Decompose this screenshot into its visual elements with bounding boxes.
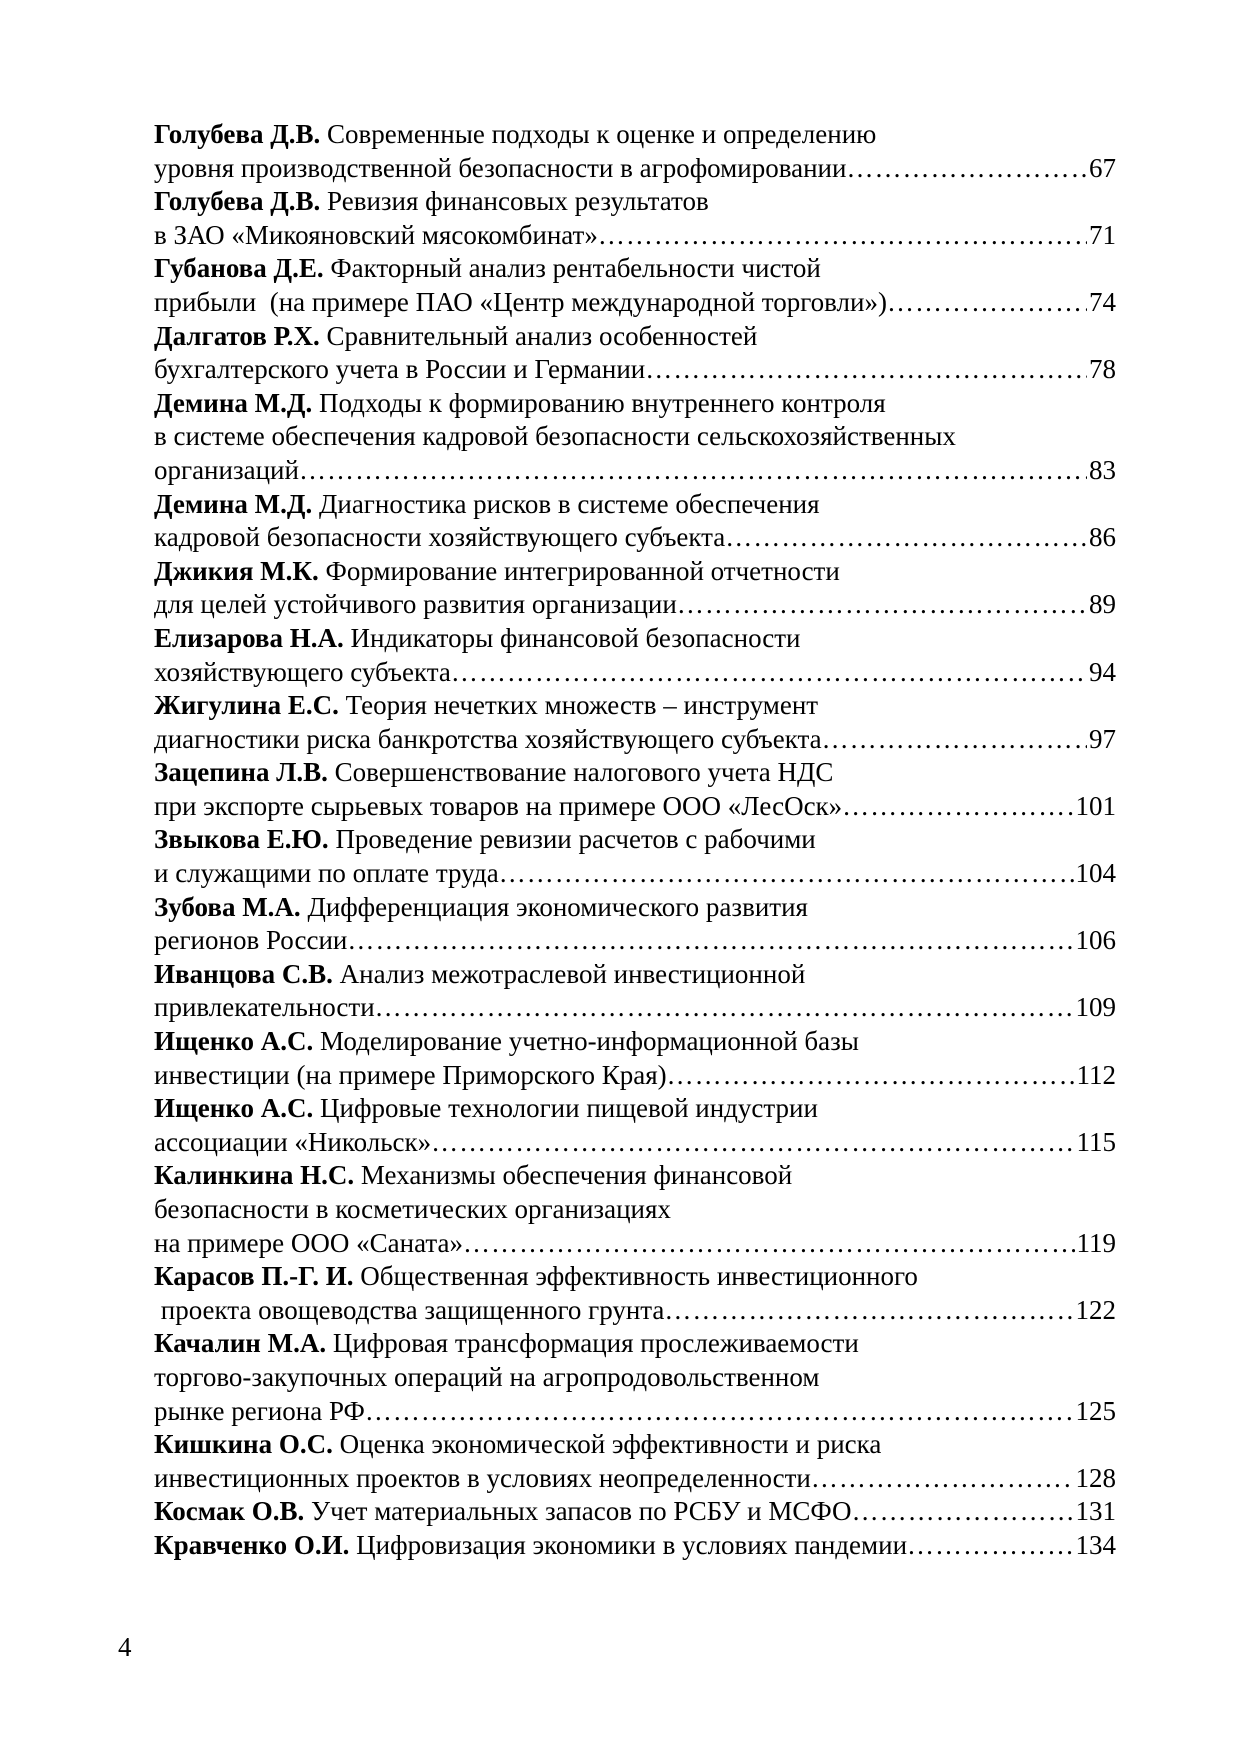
toc-entry [154, 1025, 1116, 1092]
toc-author: Демина М.Д. [154, 387, 313, 418]
toc-title-line: торгово-закупочных операций на агропродовольственном [154, 1361, 820, 1392]
toc-line [154, 1126, 1116, 1160]
toc-title-line: хозяйствующего субъекта [154, 656, 451, 687]
toc-title-line: для целей устойчивого развития организации [154, 589, 677, 620]
toc-line [154, 1327, 1116, 1361]
toc-author: Зубова М.А. [154, 891, 301, 922]
toc-title-line: Подходы к формированию внутреннего контроля [318, 387, 886, 418]
toc-title-line: на примере ООО «Саната» [154, 1227, 463, 1258]
toc-title-line: Механизмы обеспечения финансовой [360, 1160, 793, 1191]
toc-entry [154, 1159, 1116, 1260]
toc-title-line: Ревизия финансовых результатов [327, 186, 709, 217]
dot-leader [822, 723, 1087, 757]
toc-title-line: в системе обеспечения кадровой безопасности сельскохозяйственных [154, 421, 956, 452]
toc-entry [154, 555, 1116, 622]
toc-line [154, 857, 1116, 891]
toc-author: Демина М.Д. [154, 488, 313, 519]
dot-leader [431, 1126, 1074, 1160]
toc-title-line: ассоциации «Никольск» [154, 1126, 432, 1157]
toc-author: Джикия М.К. [154, 555, 319, 586]
toc-page-number: 128 [1075, 1462, 1116, 1493]
toc-title-line: Теория нечетких множеств – инструмент [345, 690, 819, 721]
toc-page-number: 134 [1075, 1529, 1116, 1560]
toc-page-number: 74 [1089, 286, 1116, 317]
toc-title-line: безопасности в косметических организациях [154, 1194, 671, 1224]
dot-leader [887, 286, 1087, 320]
toc-title-line: Современные подходы к оценке и определению [327, 119, 877, 149]
dot-leader [811, 1462, 1074, 1496]
dot-leader [725, 521, 1087, 555]
dot-leader [499, 857, 1074, 891]
toc-title-line: Цифровые технологии пищевой индустрии [320, 1093, 818, 1124]
toc-line [154, 924, 1116, 958]
toc-entry [154, 958, 1116, 1025]
toc-line [154, 1159, 1116, 1193]
toc-entry [154, 488, 1116, 555]
toc-page-number: 106 [1075, 925, 1116, 956]
toc-line [154, 1193, 1116, 1227]
toc-line [154, 420, 1116, 454]
toc-title-line: Индикаторы финансовой безопасности [350, 622, 801, 653]
toc-title-line: организаций [154, 454, 299, 485]
toc-page-number: 119 [1076, 1227, 1116, 1258]
toc-page-number: 67 [1089, 152, 1116, 183]
dot-leader [463, 1227, 1075, 1261]
toc-author: Качалин М.А. [154, 1328, 327, 1359]
page-number: 4 [118, 1632, 132, 1662]
toc-title-line: Анализ межотраслевой инвестиционной [339, 958, 806, 989]
toc-title-line: Цифровая трансформация прослеживаемости [332, 1328, 859, 1359]
toc-page-number: 86 [1089, 522, 1116, 553]
toc-line [154, 723, 1116, 757]
dot-leader [598, 219, 1087, 253]
toc-title-line: Формирование интегрированной отчетности [325, 555, 840, 586]
toc-title-line: проекта овощеводства защищенного грунта [154, 1294, 665, 1325]
toc-author: Жигулина Е.С. [154, 690, 339, 721]
toc-title-line: привлекательности [154, 992, 375, 1023]
toc-page-number: 101 [1075, 790, 1116, 821]
dot-leader [907, 1529, 1073, 1563]
toc-title-line: Факторный анализ рентабельности чистой [330, 253, 821, 284]
toc-line [154, 185, 1116, 219]
toc-title-line: кадровой безопасности хозяйствующего субъекта [154, 522, 726, 553]
toc-line [154, 320, 1116, 354]
dot-leader [664, 1294, 1073, 1328]
toc-entry [154, 252, 1116, 319]
toc-entry [154, 1092, 1116, 1159]
toc-author: Зацепина Л.В. [154, 757, 328, 788]
toc-entry [154, 1260, 1116, 1327]
toc-entry [154, 387, 1116, 488]
dot-leader [846, 152, 1087, 186]
toc-author: Далгатов Р.Х. [154, 320, 320, 351]
toc-line [154, 958, 1116, 992]
toc-page-number: 122 [1075, 1294, 1116, 1325]
toc-title-line: при экспорте сырьевых товаров на примере ООО «ЛесОск» [154, 790, 843, 821]
toc-line [154, 219, 1116, 253]
toc-line [154, 387, 1116, 421]
toc-entry [154, 1495, 1116, 1529]
toc-page-number: 131 [1075, 1496, 1116, 1527]
toc-author: Кравченко О.И. [154, 1529, 350, 1560]
toc-title-line: Цифровизация экономики в условиях пандемии [356, 1529, 908, 1560]
toc-title-line: Диагностика рисков в системе обеспечения [318, 488, 820, 519]
toc-title-line: Совершенствование налогового учета НДС [334, 757, 834, 788]
toc-page-number: 104 [1075, 858, 1116, 889]
toc-line [154, 689, 1116, 723]
toc-entry [154, 1529, 1116, 1563]
toc-page-number: 125 [1075, 1395, 1116, 1426]
toc-line [154, 1025, 1116, 1059]
toc-page-number: 71 [1089, 219, 1116, 250]
toc-line [154, 622, 1116, 656]
toc-page-number: 83 [1089, 454, 1116, 485]
toc-author: Космак О.В. [154, 1496, 305, 1527]
toc-entry [154, 1428, 1116, 1495]
toc-line [154, 891, 1116, 925]
toc-entry [154, 118, 1116, 185]
toc-line [154, 756, 1116, 790]
dot-leader [677, 588, 1087, 622]
toc-line [154, 1361, 1116, 1395]
toc-line [154, 1462, 1116, 1496]
toc-author: Калинкина Н.С. [154, 1160, 355, 1191]
toc-page-number: 109 [1075, 992, 1116, 1023]
dot-leader [375, 991, 1074, 1025]
toc-line [154, 1529, 1116, 1563]
toc-line [154, 1227, 1116, 1261]
dot-leader [451, 656, 1087, 690]
toc-page-number: 112 [1076, 1059, 1116, 1090]
toc-line [154, 1395, 1116, 1429]
toc-title-line: рынке региона РФ [154, 1395, 365, 1426]
toc-author: Елизарова Н.А. [154, 622, 344, 653]
toc-line [154, 1260, 1116, 1294]
toc-entry [154, 823, 1116, 890]
toc-line [154, 488, 1116, 522]
toc-entry [154, 185, 1116, 252]
toc-title-line: Дифференциация экономического развития [307, 891, 808, 922]
toc-author: Ищенко А.С. [154, 1026, 314, 1057]
dot-leader [645, 353, 1087, 387]
toc-line [154, 823, 1116, 857]
toc-line [154, 152, 1116, 186]
toc-title-line: Общественная эффективность инвестиционного [360, 1261, 918, 1292]
toc-line [154, 555, 1116, 589]
toc-title-line: регионов России [154, 925, 348, 956]
toc-title-line: Оценка экономической эффективности и риска [339, 1429, 882, 1460]
toc-author: Кишкина О.С. [154, 1429, 333, 1460]
toc-line [154, 118, 1116, 152]
toc-entry [154, 689, 1116, 756]
dot-leader [299, 454, 1087, 488]
dot-leader [842, 790, 1073, 824]
toc-line [154, 1294, 1116, 1328]
toc-line [154, 790, 1116, 824]
toc-line [154, 454, 1116, 488]
toc-author: Звыкова Е.Ю. [154, 824, 329, 855]
toc-entry [154, 622, 1116, 689]
toc-author: Голубева Д.В. [154, 186, 321, 217]
toc-line [154, 353, 1116, 387]
toc-title-line: в ЗАО «Микояновский мясокомбинат» [154, 219, 598, 250]
table-of-contents [154, 118, 1116, 1563]
toc-entry [154, 891, 1116, 958]
toc-page-number: 115 [1076, 1126, 1116, 1157]
toc-author: Губанова Д.Е. [154, 253, 324, 284]
toc-author: Голубева Д.В. [154, 119, 321, 149]
toc-line [154, 286, 1116, 320]
toc-entry [154, 320, 1116, 387]
toc-title-line: прибыли (на примере ПАО «Центр международной торговли») [154, 286, 887, 317]
toc-page-number: 89 [1089, 589, 1116, 620]
toc-line [154, 991, 1116, 1025]
toc-line [154, 588, 1116, 622]
toc-title-line: инвестиции (на примере Приморского Края) [154, 1059, 667, 1090]
toc-author: Карасов П.-Г. И. [154, 1261, 354, 1292]
toc-line [154, 1059, 1116, 1093]
toc-title-line: Учет материальных запасов по РСБУ и МСФО [311, 1496, 852, 1527]
toc-page-number: 97 [1089, 723, 1116, 754]
toc-title-line: и служащими по оплате труда [154, 858, 499, 889]
dot-leader [347, 924, 1073, 958]
toc-title-line: уровня производственной безопасности в агрофомировании [154, 152, 847, 183]
toc-title-line: Сравнительный анализ особенностей [326, 320, 758, 351]
toc-title-line: Моделирование учетно-информационной базы [320, 1026, 859, 1057]
toc-line [154, 252, 1116, 286]
toc-title-line: инвестиционных проектов в условиях неопределенности [154, 1462, 811, 1493]
toc-title-line: диагностики риска банкротства хозяйствующего субъекта [154, 723, 822, 754]
toc-line [154, 521, 1116, 555]
toc-line [154, 656, 1116, 690]
toc-page-number: 94 [1089, 656, 1116, 687]
toc-line [154, 1428, 1116, 1462]
toc-author: Ищенко А.С. [154, 1093, 314, 1124]
toc-entry [154, 756, 1116, 823]
toc-line [154, 1495, 1116, 1529]
toc-page-number: 78 [1089, 354, 1116, 385]
toc-author: Иванцова С.В. [154, 958, 333, 989]
toc-entry [154, 1327, 1116, 1428]
dot-leader [852, 1495, 1074, 1529]
toc-title-line: Проведение ревизии расчетов с рабочими [335, 824, 816, 855]
toc-line [154, 1092, 1116, 1126]
dot-leader [365, 1395, 1074, 1429]
toc-title-line: бухгалтерского учета в России и Германии [154, 354, 646, 385]
dot-leader [667, 1059, 1075, 1093]
